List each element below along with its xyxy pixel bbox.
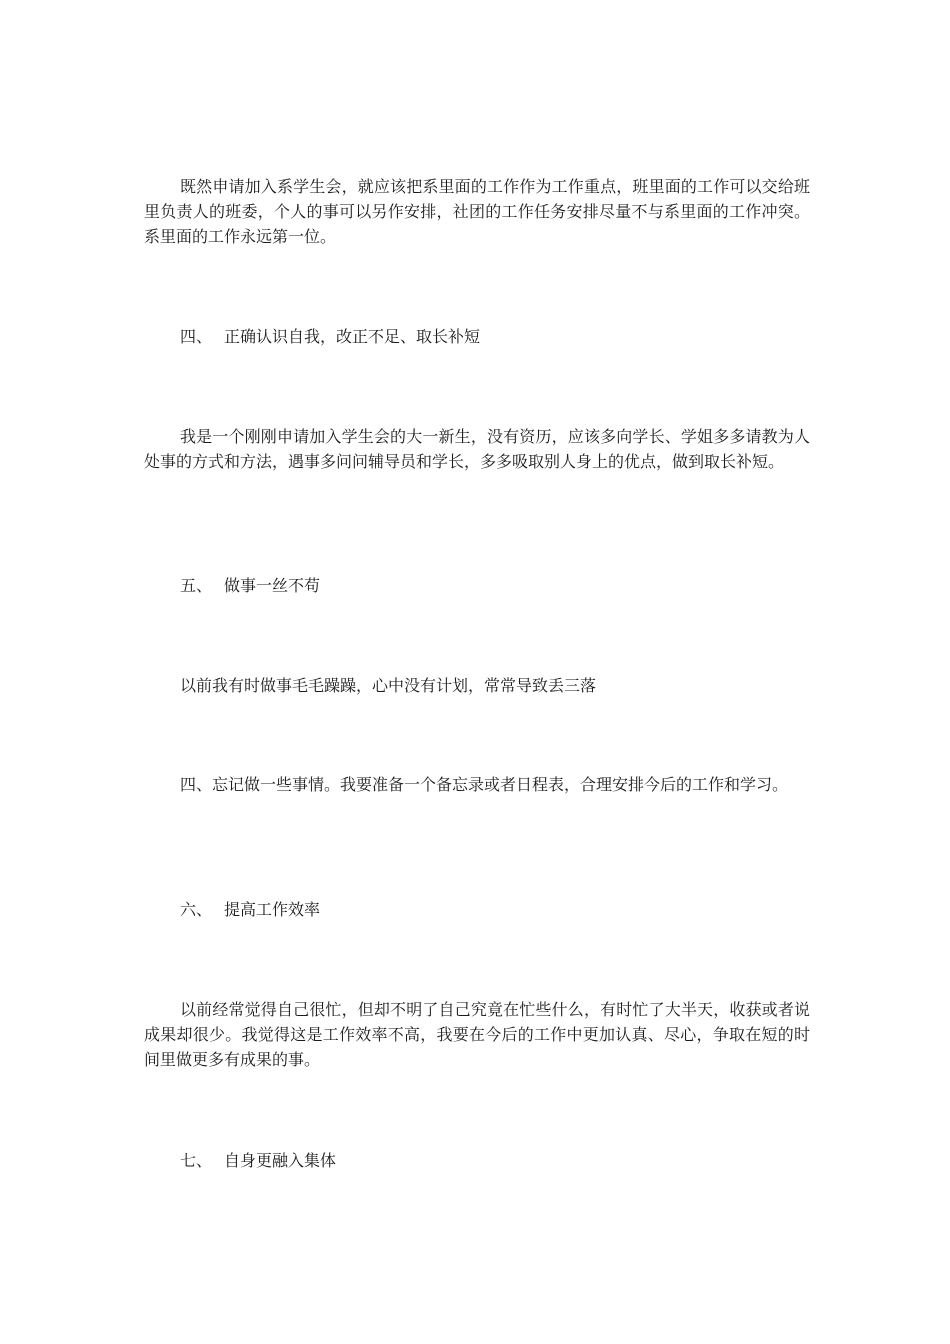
section-title: 正确认识自我，改正不足、取长补短 bbox=[224, 327, 481, 346]
section-heading-4 bbox=[180, 324, 480, 349]
section-number: 四、 bbox=[180, 327, 213, 346]
paragraph-careless-habits: 以前我有时做事毛毛躁躁，心中没有计划，常常导致丢三落 bbox=[180, 676, 597, 695]
section-number: 五、 bbox=[180, 576, 213, 595]
section-title: 提高工作效率 bbox=[224, 900, 321, 919]
section-heading-7 bbox=[180, 1148, 336, 1173]
section-heading-5 bbox=[180, 573, 320, 598]
section-number: 六、 bbox=[180, 900, 213, 919]
section-title: 自身更融入集体 bbox=[224, 1151, 337, 1170]
section-title: 做事一丝不苟 bbox=[224, 576, 321, 595]
paragraph-efficiency: 以前经常觉得自己很忙，但却不明了自己究竟在忙些什么，有时忙了大半天，收获或者说成果却很少。我觉得这是工作效率不高，我要在今后的工作中更加认真、尽心，争取在短的时间里做更多有成果的事。 bbox=[144, 1000, 810, 1069]
section-heading-6 bbox=[180, 897, 320, 922]
section-number: 七、 bbox=[180, 1151, 213, 1170]
paragraph-dept-priority: 既然申请加入系学生会，就应该把系里面的工作作为工作重点，班里面的工作可以交给班里负责人的班委，个人的事可以另作安排，社团的工作任务安排尽量不与系里面的工作冲突。系里面的工作永远第一位。 bbox=[144, 177, 810, 246]
paragraph-planner: 四、忘记做一些事情。我要准备一个备忘录或者日程表，合理安排今后的工作和学习。 bbox=[180, 775, 789, 794]
paragraph-self-improvement: 我是一个刚刚申请加入学生会的大一新生，没有资历，应该多向学长、学姐多多请教为人处事的方式和方法，遇事多问问辅导员和学长，多多吸取别人身上的优点，做到取长补短。 bbox=[144, 427, 810, 471]
